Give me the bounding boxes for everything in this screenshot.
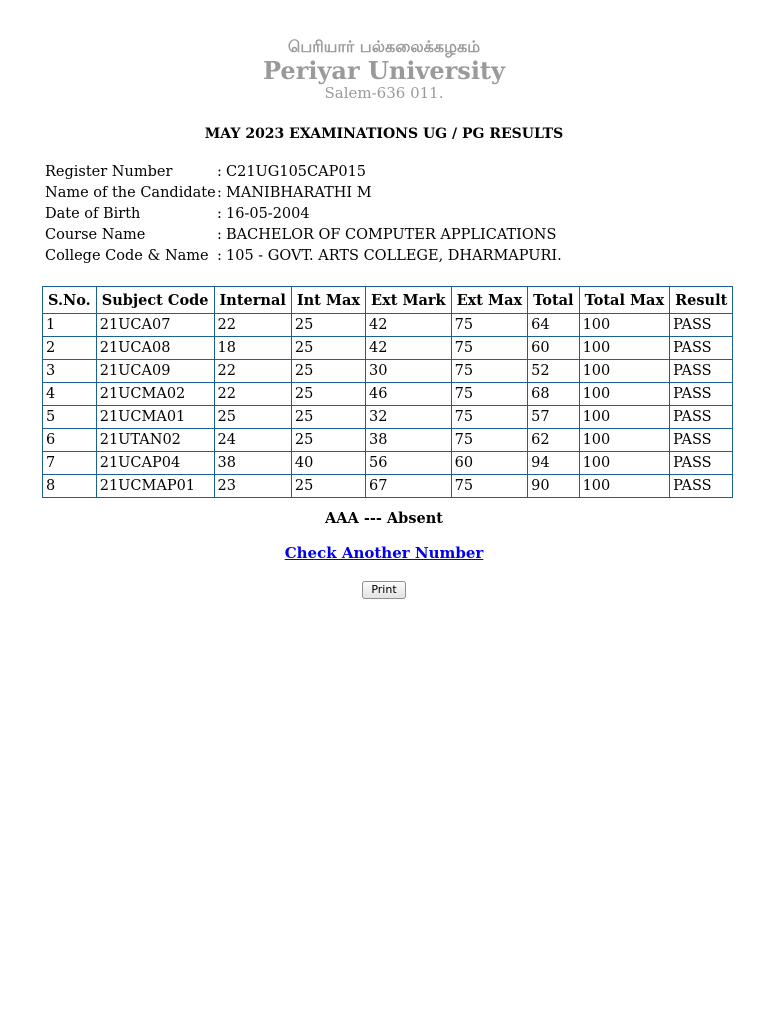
cell-int-max: 25 xyxy=(291,337,365,360)
cell-total: 64 xyxy=(528,314,579,337)
separator: : xyxy=(217,164,222,180)
column-header-subject-code: Subject Code xyxy=(96,287,214,314)
cell-int-max: 40 xyxy=(291,452,365,475)
results-table-body xyxy=(43,314,733,498)
cell-sno: 5 xyxy=(43,406,97,429)
column-header-ext-mark: Ext Mark xyxy=(366,287,452,314)
cell-sno: 3 xyxy=(43,360,97,383)
cell-internal: 18 xyxy=(214,337,291,360)
course-name-label: Course Name xyxy=(45,227,146,243)
cell-subject-code: 21UCMA01 xyxy=(96,406,214,429)
university-name: Periyar University xyxy=(263,56,505,85)
cell-total: 62 xyxy=(528,429,579,452)
table-row xyxy=(43,360,733,383)
column-header-total-max: Total Max xyxy=(579,287,670,314)
course-name-value: BACHELOR OF COMPUTER APPLICATIONS xyxy=(226,227,557,243)
column-header-int-max: Int Max xyxy=(291,287,365,314)
cell-sno: 1 xyxy=(43,314,97,337)
table-row xyxy=(43,406,733,429)
student-info xyxy=(45,162,562,267)
cell-result: PASS xyxy=(670,337,733,360)
cell-ext-max: 75 xyxy=(451,337,528,360)
cell-internal: 25 xyxy=(214,406,291,429)
column-header-total: Total xyxy=(528,287,579,314)
cell-total: 68 xyxy=(528,383,579,406)
cell-sno: 6 xyxy=(43,429,97,452)
cell-int-max: 25 xyxy=(291,383,365,406)
cell-ext-max: 75 xyxy=(451,314,528,337)
cell-ext-max: 75 xyxy=(451,360,528,383)
cell-sno: 7 xyxy=(43,452,97,475)
table-row xyxy=(43,452,733,475)
separator: : xyxy=(217,248,222,264)
date-of-birth-value: 16-05-2004 xyxy=(226,206,310,222)
cell-ext-mark: 32 xyxy=(366,406,452,429)
cell-subject-code: 21UCMAP01 xyxy=(96,475,214,498)
cell-total-max: 100 xyxy=(579,337,670,360)
cell-total-max: 100 xyxy=(579,452,670,475)
cell-internal: 22 xyxy=(214,360,291,383)
cell-int-max: 25 xyxy=(291,314,365,337)
college-row xyxy=(45,246,562,267)
cell-total-max: 100 xyxy=(579,360,670,383)
cell-internal: 24 xyxy=(214,429,291,452)
cell-total: 60 xyxy=(528,337,579,360)
exam-title: MAY 2023 EXAMINATIONS UG / PG RESULTS xyxy=(204,126,564,142)
results-table-header-row xyxy=(43,287,733,314)
print-button[interactable]: Print xyxy=(362,581,405,599)
cell-subject-code: 21UCA08 xyxy=(96,337,214,360)
table-row xyxy=(43,429,733,452)
table-row xyxy=(43,337,733,360)
cell-total-max: 100 xyxy=(579,314,670,337)
register-number-row xyxy=(45,162,562,183)
cell-sno: 8 xyxy=(43,475,97,498)
candidate-name-value: MANIBHARATHI M xyxy=(226,185,372,201)
university-header xyxy=(0,36,768,102)
cell-int-max: 25 xyxy=(291,406,365,429)
cell-subject-code: 21UCMA02 xyxy=(96,383,214,406)
cell-total: 90 xyxy=(528,475,579,498)
cell-result: PASS xyxy=(670,360,733,383)
cell-total-max: 100 xyxy=(579,475,670,498)
cell-internal: 38 xyxy=(214,452,291,475)
cell-ext-mark: 42 xyxy=(366,314,452,337)
cell-ext-mark: 56 xyxy=(366,452,452,475)
cell-total-max: 100 xyxy=(579,383,670,406)
cell-sno: 2 xyxy=(43,337,97,360)
separator: : xyxy=(217,227,222,243)
cell-total: 57 xyxy=(528,406,579,429)
cell-internal: 22 xyxy=(214,383,291,406)
cell-ext-max: 75 xyxy=(451,429,528,452)
course-name-row xyxy=(45,225,562,246)
cell-subject-code: 21UTAN02 xyxy=(96,429,214,452)
cell-ext-max: 75 xyxy=(451,406,528,429)
college-value: 105 - GOVT. ARTS COLLEGE, DHARMAPURI. xyxy=(226,248,562,264)
separator: : xyxy=(217,206,222,222)
cell-total-max: 100 xyxy=(579,406,670,429)
cell-ext-max: 60 xyxy=(451,452,528,475)
university-address: Salem-636 011. xyxy=(324,84,444,102)
cell-result: PASS xyxy=(670,475,733,498)
cell-subject-code: 21UCA07 xyxy=(96,314,214,337)
register-number-label: Register Number xyxy=(45,164,173,180)
cell-result: PASS xyxy=(670,429,733,452)
cell-sno: 4 xyxy=(43,383,97,406)
cell-total-max: 100 xyxy=(579,429,670,452)
column-header-internal: Internal xyxy=(214,287,291,314)
cell-result: PASS xyxy=(670,452,733,475)
cell-ext-mark: 30 xyxy=(366,360,452,383)
register-number-value: C21UG105CAP015 xyxy=(226,164,367,180)
cell-subject-code: 21UCAP04 xyxy=(96,452,214,475)
cell-internal: 23 xyxy=(214,475,291,498)
cell-ext-mark: 67 xyxy=(366,475,452,498)
date-of-birth-label: Date of Birth xyxy=(45,206,141,222)
results-table xyxy=(42,286,733,498)
cell-int-max: 25 xyxy=(291,429,365,452)
cell-subject-code: 21UCA09 xyxy=(96,360,214,383)
cell-total: 94 xyxy=(528,452,579,475)
cell-ext-mark: 46 xyxy=(366,383,452,406)
separator: : xyxy=(217,185,222,201)
cell-result: PASS xyxy=(670,314,733,337)
cell-int-max: 25 xyxy=(291,475,365,498)
cell-ext-mark: 38 xyxy=(366,429,452,452)
check-another-number-link[interactable]: Check Another Number xyxy=(284,544,484,562)
check-another-container xyxy=(0,543,768,563)
candidate-name-label: Name of the Candidate xyxy=(45,185,216,201)
university-name-tamil: பெரியார் பல்கலைக்கழகம் xyxy=(287,37,481,56)
absent-legend: AAA --- Absent xyxy=(325,510,443,527)
cell-total: 52 xyxy=(528,360,579,383)
cell-result: PASS xyxy=(670,406,733,429)
column-header-ext-max: Ext Max xyxy=(451,287,528,314)
table-row xyxy=(43,383,733,406)
print-container xyxy=(0,578,768,599)
column-header-sno: S.No. xyxy=(43,287,97,314)
cell-ext-max: 75 xyxy=(451,475,528,498)
cell-int-max: 25 xyxy=(291,360,365,383)
column-header-result: Result xyxy=(670,287,733,314)
cell-result: PASS xyxy=(670,383,733,406)
cell-ext-mark: 42 xyxy=(366,337,452,360)
table-row xyxy=(43,314,733,337)
college-label: College Code & Name xyxy=(45,248,209,264)
cell-ext-max: 75 xyxy=(451,383,528,406)
cell-internal: 22 xyxy=(214,314,291,337)
candidate-name-row xyxy=(45,183,562,204)
table-row xyxy=(43,475,733,498)
date-of-birth-row xyxy=(45,204,562,225)
